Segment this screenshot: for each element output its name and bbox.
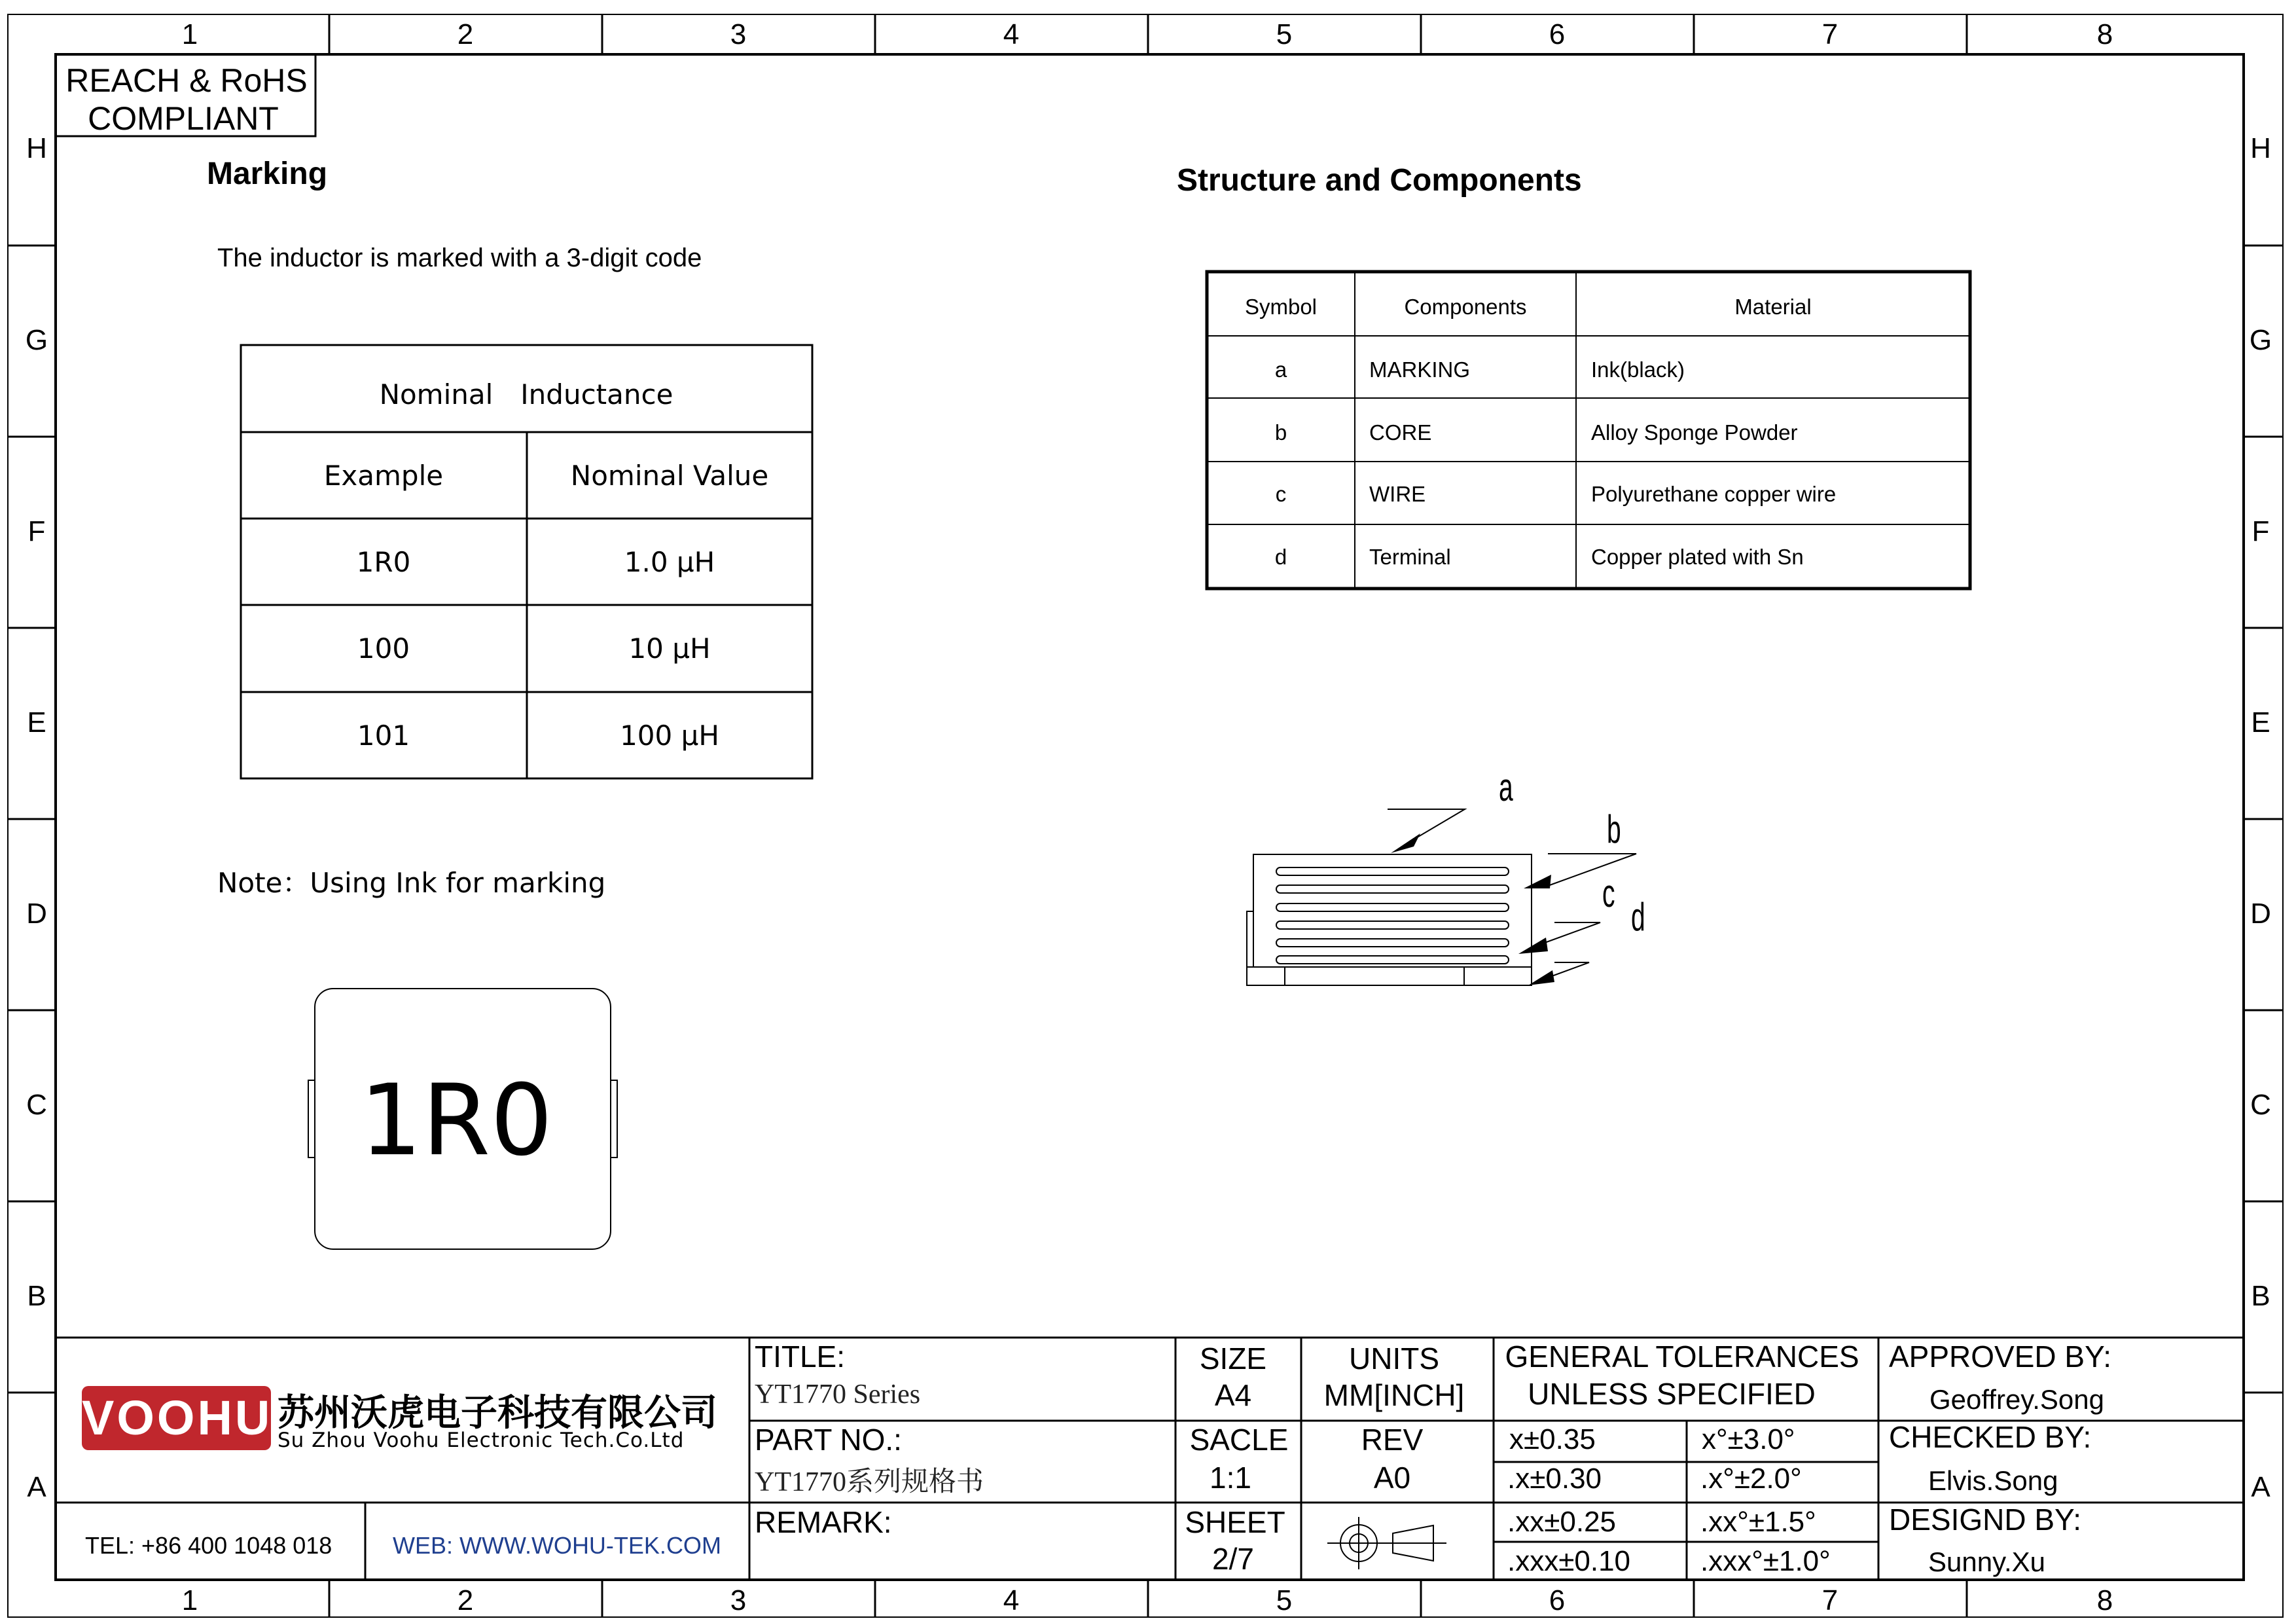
wire-windings bbox=[1276, 867, 1509, 964]
sheet-value: 2/7 bbox=[1212, 1542, 1254, 1576]
marking-note: Note：Using Ink for marking bbox=[217, 867, 606, 899]
tolerance-linear: .xx±0.25 bbox=[1507, 1506, 1617, 1538]
company-web: WEB: WWW.WOHU-TEK.COM bbox=[393, 1532, 721, 1559]
table-row-value: 1.0 μH bbox=[624, 546, 715, 578]
structure-heading: Structure and Components bbox=[1177, 163, 1582, 198]
zone-row-e-right: E bbox=[2251, 706, 2270, 739]
zone-row-b: B bbox=[27, 1280, 46, 1312]
table-title: Nominal Inductance bbox=[379, 378, 673, 410]
table-row-material: Polyurethane copper wire bbox=[1591, 482, 1837, 506]
zone-row-a: A bbox=[27, 1471, 46, 1503]
rev-value: A0 bbox=[1373, 1461, 1411, 1495]
diagram-label-c: c bbox=[1602, 871, 1615, 915]
table-row-component: WIRE bbox=[1369, 482, 1426, 506]
size-value: A4 bbox=[1214, 1378, 1252, 1412]
zone-row-h: H bbox=[26, 132, 47, 164]
table-row-value: 100 μH bbox=[620, 720, 719, 752]
tolerances-heading-2: UNLESS SPECIFIED bbox=[1528, 1377, 1816, 1411]
tolerance-angular: .xx°±1.5° bbox=[1700, 1506, 1816, 1538]
marking-heading: Marking bbox=[207, 156, 328, 191]
scale-label: SACLE bbox=[1189, 1423, 1289, 1457]
tolerance-linear: x±0.35 bbox=[1509, 1423, 1596, 1455]
table-row-value: 10 μH bbox=[628, 632, 711, 665]
zone-col-8: 8 bbox=[2096, 18, 2113, 50]
designed-by-label: DESIGND BY: bbox=[1889, 1503, 2081, 1537]
projection-symbol bbox=[1327, 1517, 1446, 1569]
zone-row-a-right: A bbox=[2251, 1471, 2270, 1503]
header-material: Material bbox=[1734, 295, 1812, 319]
zone-row-c-right: C bbox=[2250, 1089, 2271, 1121]
zone-col-4-bottom: 4 bbox=[1003, 1584, 1020, 1616]
logo-mark: VOOHU bbox=[82, 1386, 271, 1450]
tolerance-angular: x°±3.0° bbox=[1702, 1423, 1795, 1455]
zone-col-5-bottom: 5 bbox=[1276, 1584, 1293, 1616]
structure-diagram bbox=[1247, 809, 1636, 985]
table-row-component: CORE bbox=[1369, 420, 1432, 445]
diagram-label-a: a bbox=[1499, 765, 1513, 809]
company-name-en: Su Zhou Voohu Electronic Tech.Co.Ltd bbox=[278, 1429, 685, 1452]
zone-row-b-right: B bbox=[2251, 1280, 2270, 1312]
zone-col-3-bottom: 3 bbox=[730, 1584, 747, 1616]
checked-by-label: CHECKED BY: bbox=[1889, 1420, 2092, 1454]
header-components: Components bbox=[1404, 295, 1527, 319]
header-nominal-value: Nominal Value bbox=[570, 460, 769, 492]
header-example: Example bbox=[323, 460, 444, 492]
zone-col-6: 6 bbox=[1549, 18, 1566, 50]
zone-col-1-bottom: 1 bbox=[181, 1584, 198, 1616]
table-row-code: 1R0 bbox=[356, 546, 411, 578]
scale-value: 1:1 bbox=[1210, 1461, 1251, 1495]
tolerance-linear: .xxx±0.10 bbox=[1507, 1545, 1631, 1577]
table-row-material: Alloy Sponge Powder bbox=[1591, 420, 1798, 445]
units-value: MM[INCH] bbox=[1323, 1378, 1465, 1412]
zone-col-1: 1 bbox=[181, 18, 198, 50]
part-no-label: PART NO.: bbox=[755, 1423, 902, 1457]
compliance-line-1: REACH & RoHS bbox=[65, 62, 308, 99]
tolerance-angular: .x°±2.0° bbox=[1700, 1463, 1802, 1495]
zone-col-3: 3 bbox=[730, 18, 747, 50]
table-row-symbol: d bbox=[1274, 545, 1287, 569]
designed-by-name: Sunny.Xu bbox=[1928, 1546, 2046, 1577]
company-tel: TEL: +86 400 1048 018 bbox=[85, 1532, 332, 1559]
table-row-code: 100 bbox=[357, 632, 410, 665]
zone-col-2-bottom: 2 bbox=[457, 1584, 474, 1616]
sheet-label: SHEET bbox=[1185, 1505, 1285, 1539]
zone-row-e: E bbox=[27, 706, 46, 739]
table-row-component: MARKING bbox=[1369, 357, 1471, 382]
marking-description: The inductor is marked with a 3-digit code bbox=[217, 244, 702, 272]
size-label: SIZE bbox=[1199, 1341, 1267, 1376]
zone-col-8-bottom: 8 bbox=[2096, 1584, 2113, 1616]
zone-row-f: F bbox=[27, 515, 46, 547]
zone-col-2: 2 bbox=[457, 18, 474, 50]
zone-row-d: D bbox=[26, 898, 47, 930]
zone-row-h-right: H bbox=[2250, 132, 2271, 164]
header-symbol: Symbol bbox=[1244, 295, 1318, 319]
title-label: TITLE: bbox=[755, 1340, 846, 1374]
company-name-cn: 苏州沃虎电子科技有限公司 bbox=[278, 1392, 717, 1434]
table-row-material: Ink(black) bbox=[1591, 357, 1685, 382]
zone-row-d-right: D bbox=[2250, 898, 2271, 930]
rev-label: REV bbox=[1361, 1423, 1424, 1457]
table-row-code: 101 bbox=[357, 720, 410, 752]
units-label: UNITS bbox=[1349, 1341, 1439, 1376]
zone-row-g: G bbox=[25, 324, 48, 356]
compliance-line-2: COMPLIANT bbox=[88, 100, 279, 137]
tolerance-linear: .x±0.30 bbox=[1507, 1463, 1602, 1495]
table-row-component: Terminal bbox=[1369, 545, 1451, 569]
zone-col-7-bottom: 7 bbox=[1821, 1584, 1839, 1616]
approved-by-name: Geoffrey.Song bbox=[1929, 1384, 2104, 1415]
zone-col-5: 5 bbox=[1276, 18, 1293, 50]
zone-row-c: C bbox=[26, 1089, 47, 1121]
zone-row-g-right: G bbox=[2249, 324, 2272, 356]
zone-row-f-right: F bbox=[2251, 515, 2270, 547]
table-row-symbol: c bbox=[1275, 482, 1287, 506]
approved-by-label: APPROVED BY: bbox=[1889, 1340, 2112, 1374]
zone-col-4: 4 bbox=[1003, 18, 1020, 50]
tolerances-heading-1: GENERAL TOLERANCES bbox=[1505, 1340, 1859, 1374]
table-row-symbol: b bbox=[1274, 420, 1287, 445]
diagram-label-d: d bbox=[1631, 895, 1645, 939]
zone-col-6-bottom: 6 bbox=[1549, 1584, 1566, 1616]
remark-label: REMARK: bbox=[755, 1505, 892, 1539]
title-value: YT1770 Series bbox=[755, 1379, 921, 1410]
checked-by-name: Elvis.Song bbox=[1928, 1465, 2058, 1496]
table-row-material: Copper plated with Sn bbox=[1591, 545, 1804, 569]
sample-marking-code: 1R0 bbox=[359, 1064, 553, 1178]
zone-col-7: 7 bbox=[1821, 18, 1839, 50]
tolerance-angular: .xxx°±1.0° bbox=[1700, 1545, 1831, 1577]
diagram-label-b: b bbox=[1607, 807, 1621, 851]
table-row-symbol: a bbox=[1274, 357, 1287, 382]
part-no-value: YT1770系列规格书 bbox=[755, 1467, 984, 1497]
